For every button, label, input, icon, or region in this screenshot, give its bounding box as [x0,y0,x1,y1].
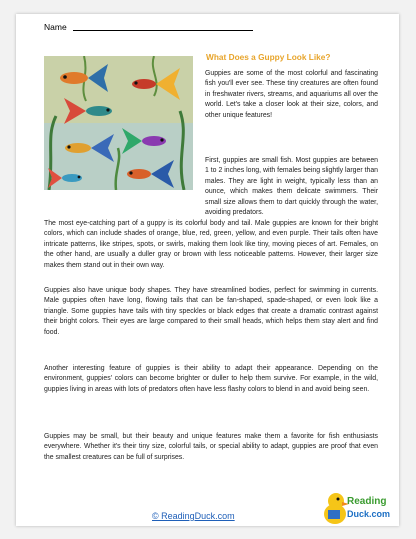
paragraph-6: Guppies may be small, but their beauty and unique features make them a favorite for fish enthusiasts everywhere. Whether it's their tiny size, colorful tails, or special ability to adapt, guppies are proof that even the smallest creatures can be full of surprises. [44,433,378,461]
logo-text-bottom: Duck.com [347,509,391,519]
name-label: Name [44,22,67,32]
worksheet-page [16,14,399,526]
paragraph-1: Guppies are some of the most colorful and fascinating fish you'll ever see. These tiny creatures are often found in freshwater rivers, streams, and aquariums all over the world. Let's take a closer look at their size, colors, and other unique features! [205,70,378,119]
reading-duck-logo [321,484,391,528]
paragraph-2: First, guppies are small fish. Most guppies are between 1 to 2 inches long, with females being slightly larger than males. They are light in weight, typically less than an ounce, which makes them delicate swimmers. Their small size allows them to dart quickly through the water, avoiding predators. [205,157,378,217]
name-row [44,22,253,32]
paragraph-3: The most eye-catching part of a guppy is its colorful body and tail. Male guppies are known for their bright colors, which can include shades of orange, blue, red, green, yellow, and even purple. Their tails often have intricate patterns, like stripes, spots, or swirls, making them look like tiny, moving pieces of art. Females, on the other hand, are usually a duller gray or brown with less noticeable patterns. However, their larger size makes them stand out in their own way. [44,220,378,269]
logo-text-top: Reading [347,496,387,507]
reading-duck-link[interactable]: © ReadingDuck.com [152,511,235,521]
article-title: What Does a Guppy Look Like? [206,52,331,62]
name-line[interactable] [73,30,253,31]
paragraph-5: Another interesting feature of guppies is their ability to adapt their appearance. Depending on the environment, guppies' colors can become brighter or duller to help them survive. For example, in the wild, guppies living in areas with lots of predators often have less flashy colors to blend in and avoid being seen. [44,365,378,393]
guppy-illustration [44,56,193,190]
paragraph-4: Guppies also have unique body shapes. They have streamlined bodies, perfect for swimming in currents. Male guppies often have long, flowing tails that can be fan-shaped, spade-shaped, or even look like a triangle. Some guppies have tails with tiny speckles or black edges that create a dramatic contrast against their bright colors. Their eyes are large compared to their small heads, which helps them stay alert and find food. [44,287,378,336]
